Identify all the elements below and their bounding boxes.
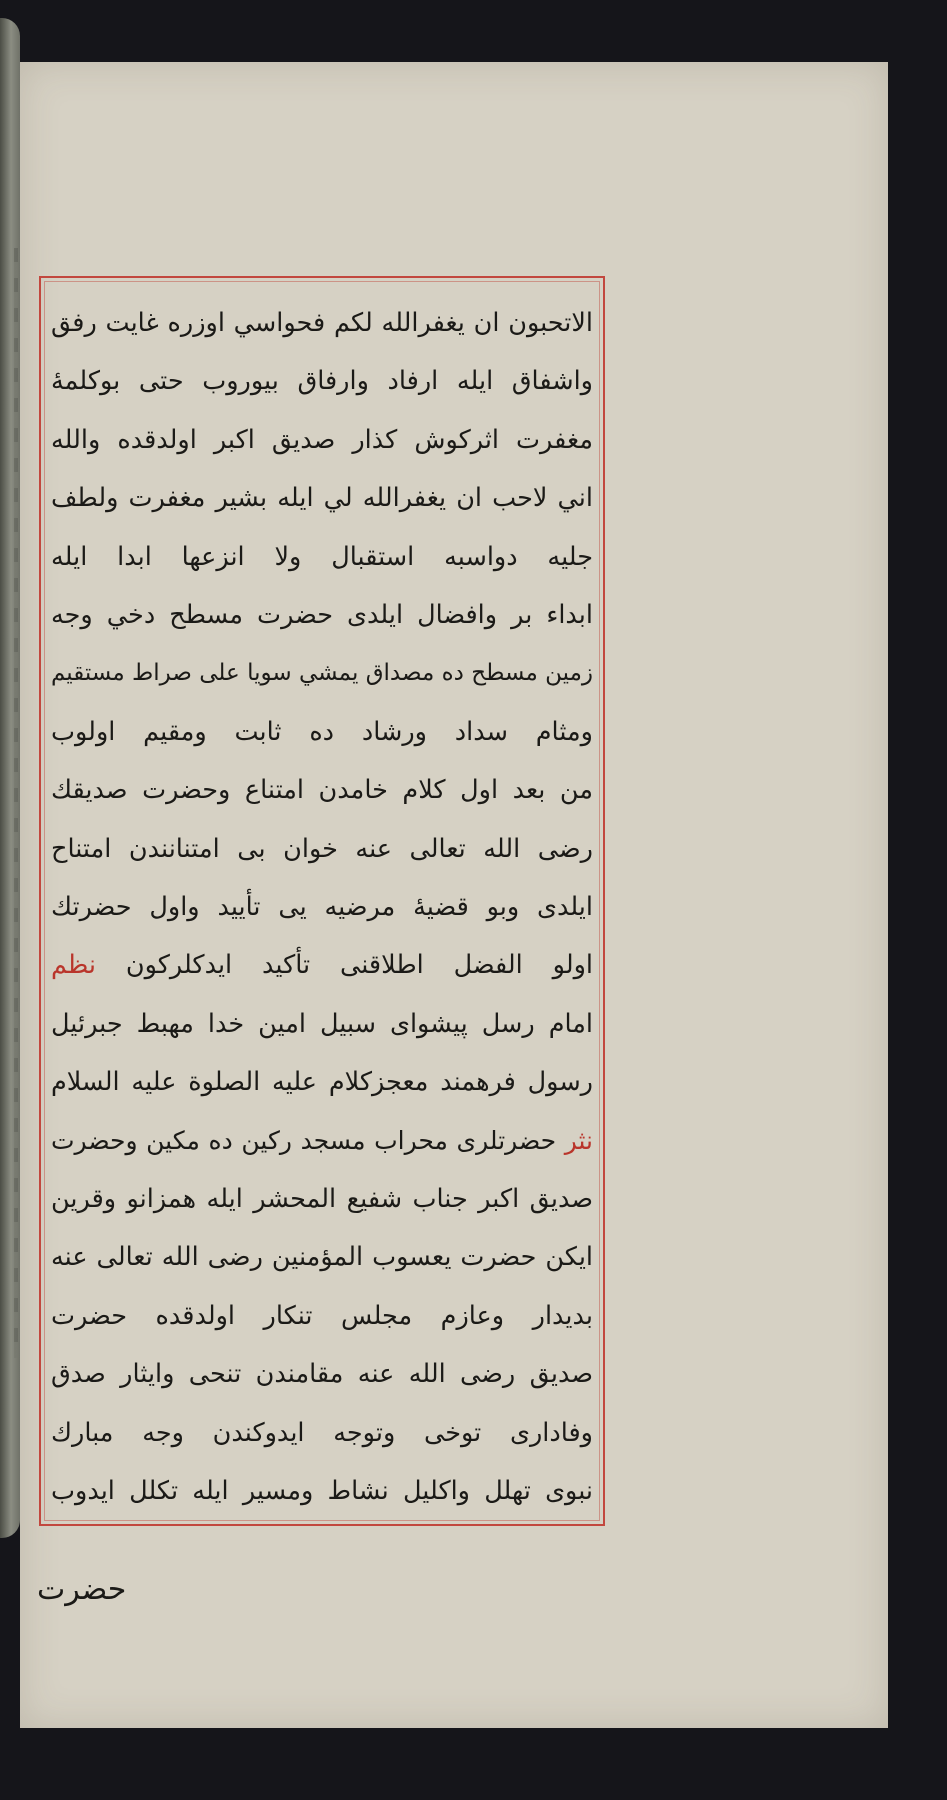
manuscript-line: اولو الفضل اطلاقنى تأكيد ايدكلركون نظم — [51, 950, 593, 981]
manuscript-line: نثر حضرتلرى محراب مسجد ركين ده مكين وحضرت — [51, 1125, 593, 1155]
manuscript-line: زمين مسطح ده مصداق يمشي سويا على صراط مستقيم — [51, 660, 593, 687]
manuscript-page — [20, 62, 888, 1728]
manuscript-line: نبوى تهلل واكليل نشاط ومسير ايله تكلل ايدوب — [51, 1476, 593, 1506]
manuscript-line: صديق رضى الله عنه مقامندن تنحى وايثار صدق — [51, 1359, 593, 1390]
manuscript-line: وفادارى توخى وتوجه ايدوكندن وجه مبارك — [51, 1417, 593, 1448]
rubric-word: نثر — [564, 1125, 593, 1155]
manuscript-line: اني لاحب ان يغفرالله لي ايله بشير مغفرت ولطف — [51, 483, 593, 514]
manuscript-line: بديدار وعازم مجلس تنكار اولدقده حضرت — [51, 1300, 593, 1331]
ruled-text-frame — [39, 276, 605, 1526]
manuscript-line: امام رسل پيشواى سبيل امين خدا مهبط جبرئيل — [51, 1008, 593, 1039]
manuscript-line: ابداء بر وافضال ايلدى حضرت مسطح دخي وجه — [51, 600, 593, 630]
manuscript-line: رسول فرهمند معجزكلام عليه الصلوة عليه السلام — [51, 1067, 593, 1098]
facing-page-edge — [0, 18, 20, 1538]
manuscript-line: الاتحبون ان يغفرالله لكم فحواسي اوزره غايت رفق — [51, 308, 593, 338]
manuscript-line: جليه دواسبه استقبال ولا انزعها ابدا ايله — [51, 541, 593, 572]
catchword: حضرت — [37, 1572, 127, 1607]
manuscript-line: من بعد اول كلام خامدن امتناع وحضرت صديقك — [51, 775, 593, 806]
manuscript-line: مغفرت اثركوش كذار صديق اكبر اولدقده والله — [51, 424, 593, 455]
manuscript-line: ايكن حضرت يعسوب المؤمنين رضى الله تعالى عنه — [51, 1242, 593, 1273]
rubric-word: نظم — [51, 950, 96, 981]
text-block — [51, 278, 593, 1524]
manuscript-line: ايلدى وبو قضيهٔ مرضيه يى تأييد واول حضرتك — [51, 892, 593, 922]
manuscript-line: صديق اكبر جناب شفيع المحشر ايله همزانو وقرين — [51, 1184, 593, 1214]
manuscript-line: ومثام سداد ورشاد ده ثابت ومقيم اولوب — [51, 716, 593, 747]
manuscript-line: واشفاق ايله ارفاد وارفاق بيوروب حتى بوكلمهٔ — [51, 366, 593, 397]
manuscript-line: رضى الله تعالى عنه خوان بى امتنانندن امتناح — [51, 833, 593, 864]
